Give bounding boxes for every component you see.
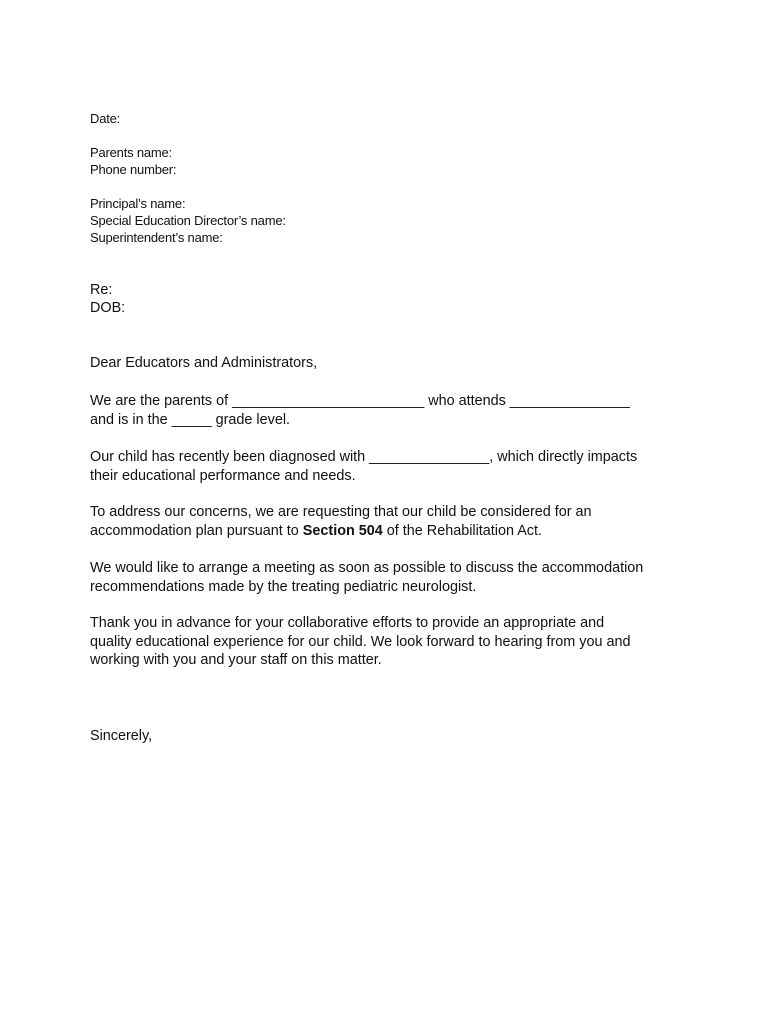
paragraph-parents-of: [90, 392, 690, 429]
principal-name-label: Principal’s name:: [90, 196, 186, 211]
paragraph-line: To address our concerns, we are requesting that our child be considered for an: [90, 504, 592, 520]
paragraph-line: working with you and your staff on this matter.: [90, 652, 382, 668]
text-run: of the Rehabilitation Act.: [382, 522, 542, 539]
paragraph-line: We would like to arrange a meeting as soon as possible to discuss the accommodation: [90, 560, 644, 576]
paragraph-line: Our child has recently been diagnosed with _______________, which directly impacts: [90, 449, 638, 465]
paragraph-line: and is in the _____ grade level.: [90, 411, 291, 428]
section-504-emphasis: Section 504: [302, 522, 383, 539]
text-run: accommodation plan pursuant to: [90, 522, 303, 539]
paragraph-meeting: [90, 559, 690, 596]
paragraph-line: quality educational experience for our child. We look forward to hearing from you and: [90, 633, 631, 650]
paragraph-request: [90, 503, 690, 540]
paragraph-line: Thank you in advance for your collaborative efforts to provide an appropriate and: [90, 615, 605, 631]
closing: Sincerely,: [90, 728, 153, 744]
paragraph-line: recommendations made by the treating pediatric neurologist.: [90, 578, 477, 595]
parents-name-label: Parents name:: [90, 145, 172, 160]
phone-number-label: Phone number:: [90, 162, 177, 177]
re-label: Re:: [90, 282, 113, 298]
paragraph-line: We are the parents of ________________________ who attends _______________: [90, 393, 630, 409]
salutation: Dear Educators and Administrators,: [90, 355, 318, 371]
sped-director-name-label: Special Education Director’s name:: [90, 213, 286, 228]
date-label: Date:: [90, 111, 121, 126]
paragraph-diagnosis: [90, 448, 690, 485]
paragraph-line: [90, 522, 690, 541]
dob-label: DOB:: [90, 300, 126, 316]
paragraph-thanks: [90, 614, 690, 670]
superintendent-name-label: Superintendent’s name:: [90, 230, 223, 245]
paragraph-line: their educational performance and needs.: [90, 467, 356, 484]
